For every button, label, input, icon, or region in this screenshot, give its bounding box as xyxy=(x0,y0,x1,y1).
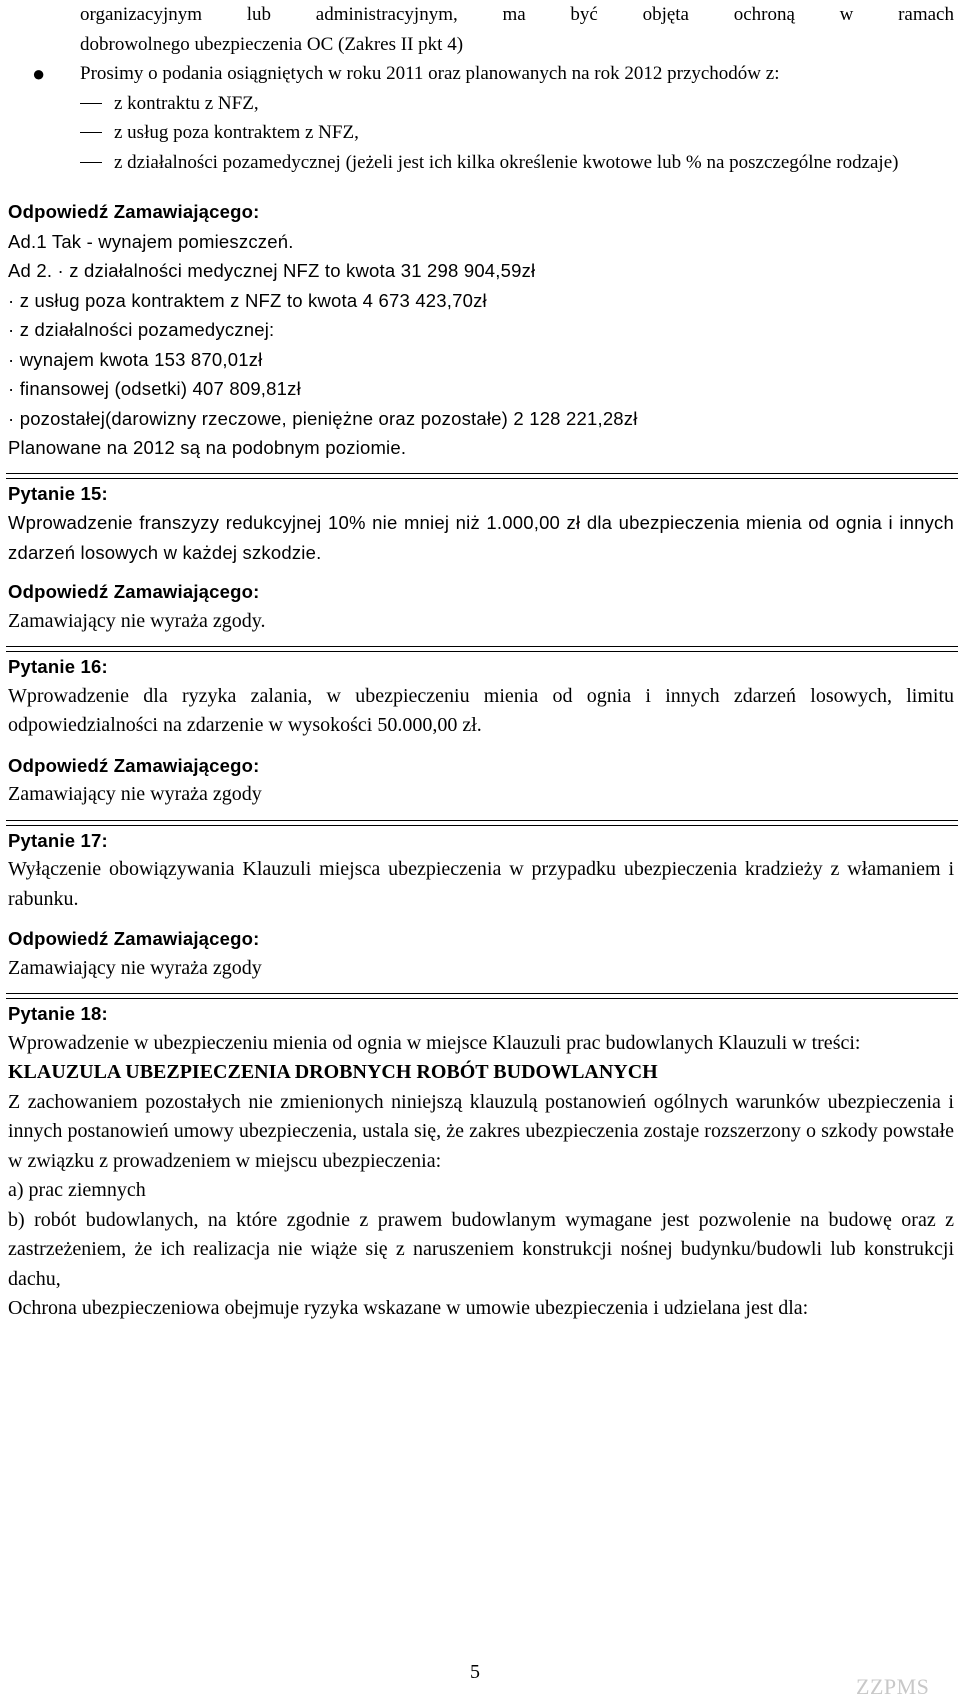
dash-icon xyxy=(80,132,102,133)
continued-text-line-2: dobrowolnego ubezpieczenia OC (Zakres II pkt 4) xyxy=(80,33,464,55)
dash-item-2 xyxy=(8,118,954,148)
question-title-17: Pytanie 17: xyxy=(8,829,108,851)
answer-label-17: Odpowiedź Zamawiającego: xyxy=(8,928,260,949)
page-number: 5 xyxy=(470,1661,480,1683)
answer14-line-4: · z działalności pozamedycznej: xyxy=(8,319,275,340)
question-title-16: Pytanie 16: xyxy=(8,656,108,677)
watermark: ZZPMS xyxy=(856,1674,930,1699)
answer-text-16: Zamawiający nie wyraża zgody xyxy=(8,783,262,805)
question-text-15: Wprowadzenie franszyzy redukcyjnej 10% nie mniej niż 1.000,00 zł dla ubezpieczenia mienia od ognia i innych zdarzeń losowych w każdej szkodzie. xyxy=(8,512,954,563)
clause-title: KLAUZULA UBEZPIECZENIA DROBNYCH ROBÓT BUDOWLANYCH xyxy=(8,1061,658,1083)
dash-item-1 xyxy=(8,89,954,119)
answer14-line-3: · z usług poza kontraktem z NFZ to kwota 4 673 423,70zł xyxy=(8,289,487,311)
question-text-18: Wprowadzenie w ubezpieczeniu mienia od ognia w miejsce Klauzuli prac budowlanych Klauzuli w treści: xyxy=(8,1031,861,1054)
document-content xyxy=(8,0,954,1324)
clause-final: Ochrona ubezpieczeniowa obejmuje ryzyka wskazane w umowie ubezpieczenia i udzielana jest dla: xyxy=(8,1297,809,1319)
dash-text-3: z działalności pozamedycznej (jeżeli jest ich kilka określenie kwotowe lub % na poszczególne rodzaje) xyxy=(114,151,899,173)
dash-text-1: z kontraktu z NFZ, xyxy=(114,92,259,114)
answer-label-15: Odpowiedź Zamawiającego: xyxy=(8,581,260,602)
answer-label-14: Odpowiedź Zamawiającego: xyxy=(8,201,260,222)
answer14-closing: Planowane na 2012 są na podobnym poziomie. xyxy=(8,437,407,458)
question-text-17: Wyłączenie obowiązywania Klauzuli miejsca ubezpieczenia w przypadku ubezpieczenia kradzieży z włamaniem i rabunku. xyxy=(8,858,954,910)
answer14-line-5: · wynajem kwota 153 870,01zł xyxy=(8,348,263,370)
bullet-item xyxy=(8,59,954,89)
dash-item-3 xyxy=(8,148,954,178)
dash-text-2: z usług poza kontraktem z NFZ, xyxy=(114,122,359,143)
answer-text-17: Zamawiający nie wyraża zgody xyxy=(8,956,262,979)
question-title-15: Pytanie 15: xyxy=(8,482,108,504)
continued-text-line-1: organizacyjnym lub administracyjnym, ma być objęta ochroną w ramach xyxy=(80,4,954,25)
bullet-icon: ● xyxy=(32,61,46,86)
dash-icon xyxy=(80,162,102,163)
answer14-line-1: Ad.1 Tak - wynajem pomieszczeń. xyxy=(8,230,294,252)
clause-item-a: a) prac ziemnych xyxy=(8,1179,146,1201)
answer-label-16: Odpowiedź Zamawiającego: xyxy=(8,754,260,776)
question-title-18: Pytanie 18: xyxy=(8,1003,108,1024)
answer-text-15: Zamawiający nie wyraża zgody. xyxy=(8,609,266,632)
clause-item-b: b) robót budowlanych, na które zgodnie z prawem budowlanym wymagane jest pozwolenie na budowę oraz z zastrzeżeniem, że ich realizacja nie wiąże się z naruszeniem konstrukcji nośnej budynku/budowli lub konstrukcji dachu, xyxy=(8,1208,954,1290)
answer14-line-2: Ad 2. · z działalności medycznej NFZ to kwota 31 298 904,59zł xyxy=(8,260,536,281)
answer14-line-6: · finansowej (odsetki) 407 809,81zł xyxy=(8,378,301,399)
dash-icon xyxy=(80,103,102,104)
question-text-16: Wprowadzenie dla ryzyka zalania, w ubezpieczeniu mienia od ognia i innych zdarzeń losowych, limitu odpowiedzialności na zdarzenie w wysokości 50.000,00 zł. xyxy=(8,684,954,736)
answer14-line-7: · pozostałej(darowizny rzeczowe, pieniężne oraz pozostałe) 2 128 221,28zł xyxy=(8,407,638,429)
clause-text: Z zachowaniem pozostałych nie zmienionych niniejszą klauzulą postanowień ogólnych warunków ubezpieczenia i innych postanowień umowy ubezpieczenia, ustala się, że zakres ubezpieczenia zostaje rozszerzony o szkody powstałe w związku z prowadzeniem w miejscu ubezpieczenia: xyxy=(8,1090,954,1172)
bullet-text: Prosimy o podania osiągniętych w roku 2011 oraz planowanych na rok 2012 przychodów z: xyxy=(80,63,780,84)
